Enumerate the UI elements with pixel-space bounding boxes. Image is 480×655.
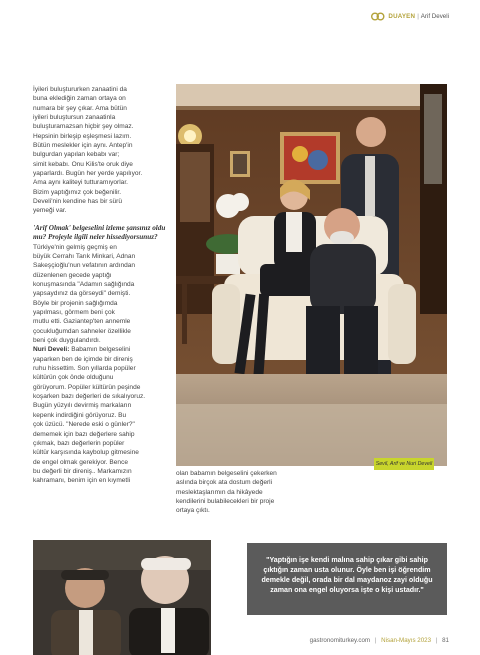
page-number: 81 <box>442 637 449 644</box>
text-line: görüyorum. Popüler kültürün peşinde <box>33 383 141 391</box>
text-line: koşarken bazı değerleri de sıkalıyoruz. <box>33 393 146 401</box>
text-line: Bütün meslekler için aynı. Antep'in <box>33 142 133 150</box>
interview-question: 'Arif Olmak' belgeselini izleme şansınız oldu mu? Projeyle ilgili neler hissediyorsunuz? <box>33 223 166 242</box>
text-line: İyileri buluştururken zanaatini da <box>33 86 127 93</box>
text-fragment: Babamın belgeselini <box>69 346 131 354</box>
text-line: kültürün çok önde olduğunu <box>33 374 114 382</box>
text-line: kültür karşısında kaybolup gitmesine <box>33 449 139 457</box>
text-line: numara bir şey çıkar. Ama bütün <box>33 104 127 112</box>
text-line: Sakeşçioğlu'nun vefatının ardından <box>33 262 136 270</box>
header-separator: | <box>417 13 419 20</box>
text-line: kendilerini bulabilecekleri bir proje <box>176 498 275 506</box>
section-label: DUAYEN <box>388 13 416 20</box>
text-line: Ama aynı kaliteyi tutturamıyorlar. <box>33 179 128 187</box>
article-column-1 <box>33 85 171 486</box>
text-line: ruhu hissettim. Son yıllarda popüler <box>33 365 136 373</box>
text-line: Böyle bir projenin sağlığımda <box>33 299 118 307</box>
page-footer <box>310 637 449 644</box>
family-portrait-photo <box>176 84 447 466</box>
text-line: simit kebabı. Onu Kilis'te oruk diye <box>33 160 133 168</box>
text-line: bu değerli bir direniş.. Markamızın <box>33 467 132 475</box>
text-line: çıkmak, bazı değerlerin popüler <box>33 439 125 447</box>
text-line: de engel olmak gerekiyor. Bence <box>33 458 128 466</box>
text-line: dememek için bazı değerlere sahip <box>33 430 135 438</box>
answer-paragraph <box>33 243 171 346</box>
text-line: olan babamın belgeselini çekerken <box>176 470 277 477</box>
text-line: Bizim yaptığımız çok beğenilir. <box>33 188 122 196</box>
text-line: meslektaşlarımın da hikâyede <box>176 488 263 496</box>
archive-photo <box>33 540 228 655</box>
text-line: Bugün yüzyılı devirmiş markaların <box>33 402 132 410</box>
site-url[interactable]: gastronomiturkey.com <box>309 637 371 644</box>
article-column-2 <box>176 469 304 516</box>
text-line: büyük Cerrahı Tarık Minkari, Adnan <box>33 252 136 260</box>
text-line: iyileri buluştursun zanaatinla <box>33 114 116 122</box>
text-line: yaparken ben de içimde bir direniş <box>33 355 133 363</box>
text-line: Develi'nin kendine has bir sürü <box>33 198 122 206</box>
text-line: buna eklediğin zaman ortaya on <box>33 95 126 103</box>
text-line: çocukluğumdan sahneler özellikle <box>33 327 131 335</box>
text-line: konuşmasında "Adamın sağlığında <box>33 281 135 288</box>
text-line: buluşturamazsan hiçbir şey olmaz. <box>33 123 134 131</box>
text-line: Hepsinin birleşip eşleşmesi lazım. <box>33 132 132 140</box>
intro-paragraph <box>33 85 171 216</box>
text-line: beni çok duygulandırdı. <box>33 337 101 345</box>
text-line: mutlu etti. Gaziantep'ten annemle <box>33 318 131 326</box>
text-line: Türkiye'nin gelmiş geçmiş en <box>33 243 117 251</box>
text-line: bulgurdan yapılan kebabı var; <box>33 151 120 159</box>
text-line: yemeği var. <box>33 207 67 215</box>
text-line: ortaya çıktı. <box>176 507 210 515</box>
text-line <box>33 345 171 354</box>
text-line: çok üzücü. "Nerede eski o günler?" <box>33 421 135 429</box>
photo-caption: Sevil, Arif ve Nuri Develi <box>374 458 434 470</box>
nuri-paragraph <box>33 345 171 485</box>
text-line: yapılması, görmem beni çok <box>33 309 115 317</box>
text-line: kahramanı, benim için en kıymetli <box>33 477 131 485</box>
text-line: düzenlenen gecede yaptığı <box>33 271 112 279</box>
author-name: Arif Develi <box>420 13 449 20</box>
brand-logo-icon <box>371 12 385 21</box>
text-line: kepenk indirdiğini görüyoruz. Bu <box>33 411 127 419</box>
speaker-name: Nuri Develi: <box>33 346 70 354</box>
page-header <box>371 12 449 21</box>
text-line: yapsaydınız da görseydi" demişti. <box>33 290 131 298</box>
text-line: aslında birçok ata dostum değerli <box>176 479 273 487</box>
text-line: yaparlardı. Bugün her yerde yapılıyor. <box>33 170 143 178</box>
footer-separator: | <box>374 637 377 644</box>
pull-quote: "Yaptığın işe kendi malına sahip çıkar gibi sahip çıktığın zaman usta olunur. Öyle ben işi öğrendim demekle değil, orada bir dal maydanoz zayi olduğu zaman ona engel oluyorsa işte o kişi ustadır." <box>247 543 447 615</box>
footer-separator: | <box>435 637 438 644</box>
issue-date: Nisan-Mayıs 2023 <box>381 637 432 644</box>
